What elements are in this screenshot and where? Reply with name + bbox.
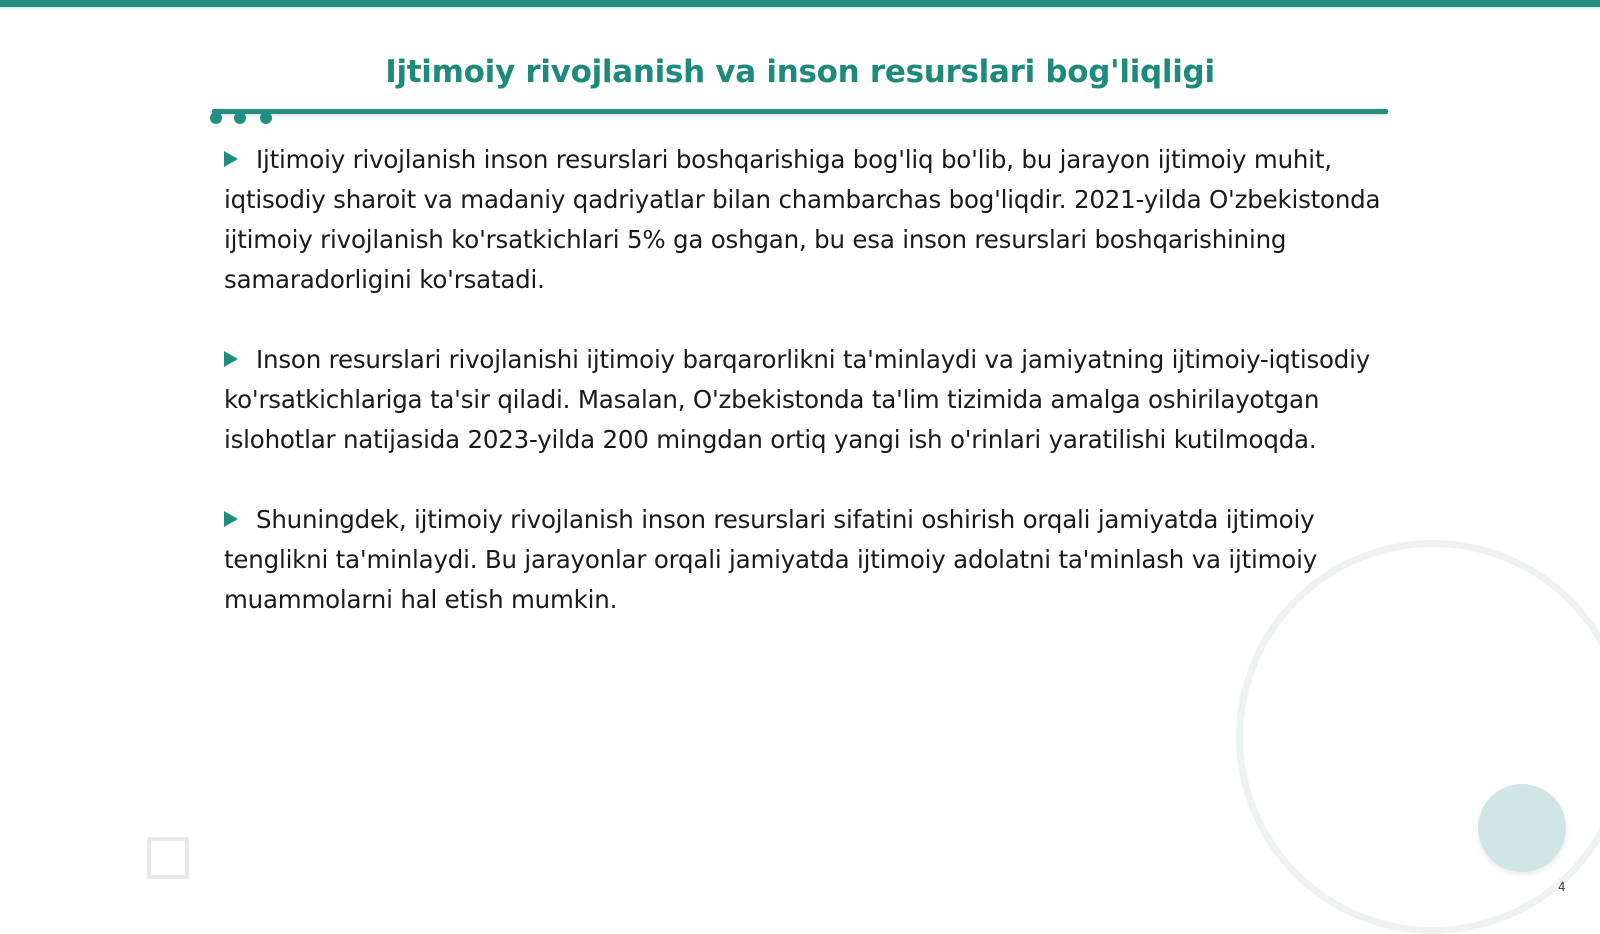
bullet-item	[224, 340, 1384, 460]
page-number: 4	[1558, 880, 1566, 894]
bullet-item	[224, 500, 1384, 620]
decorative-ring	[1236, 540, 1600, 934]
triangle-right-icon	[224, 151, 238, 167]
underline-dot-2	[234, 112, 246, 124]
bullet-text: Ijtimoiy rivojlanish inson resurslari boshqarishiga bog'liq bo'lib, bu jarayon ijtimoiy muhit, iqtisodiy sharoit va madaniy qadriyatlar bilan chambarchas bog'liqdir. 2021-yilda O'zbekistonda ijtimoiy rivojlanish ko'rsatkichlari 5% ga oshgan, bu esa inson resurslari boshqarishining samaradorligini ko'rsatadi.	[224, 145, 1381, 294]
bullet-item	[224, 140, 1384, 300]
underline-dot-3	[260, 112, 272, 124]
triangle-right-icon	[224, 511, 238, 527]
top-accent-shadow	[0, 7, 1600, 11]
bullet-text: Shuningdek, ijtimoiy rivojlanish inson resurslari sifatini oshirish orqali jamiyatda ijtimoiy tenglikni ta'minlaydi. Bu jarayonlar orqali jamiyatda ijtimoiy adolatni ta'minlash va ijtimoiy muammolarni hal etish mumkin.	[224, 505, 1318, 614]
bullet-text: Inson resurslari rivojlanishi ijtimoiy barqarorlikni ta'minlaydi va jamiyatning ijtimoiy-iqtisodiy ko'rsatkichlariga ta'sir qiladi. Masalan, O'zbekistonda ta'lim tizimida amalga oshirilayotgan islohotlar natijasida 2023-yilda 200 mingdan ortiq yangi ish o'rinlari yaratilishi kutilmoqda.	[224, 345, 1371, 454]
top-accent-bar	[0, 0, 1600, 7]
bullet-list	[224, 140, 1384, 660]
slide-title: Ijtimoiy rivojlanish va inson resurslari bog'liqligi	[385, 54, 1215, 90]
decorative-circle	[1478, 784, 1566, 872]
triangle-right-icon	[224, 351, 238, 367]
underline-dot-1	[210, 112, 222, 124]
decorative-square	[147, 837, 189, 879]
title-underline	[212, 109, 1388, 114]
